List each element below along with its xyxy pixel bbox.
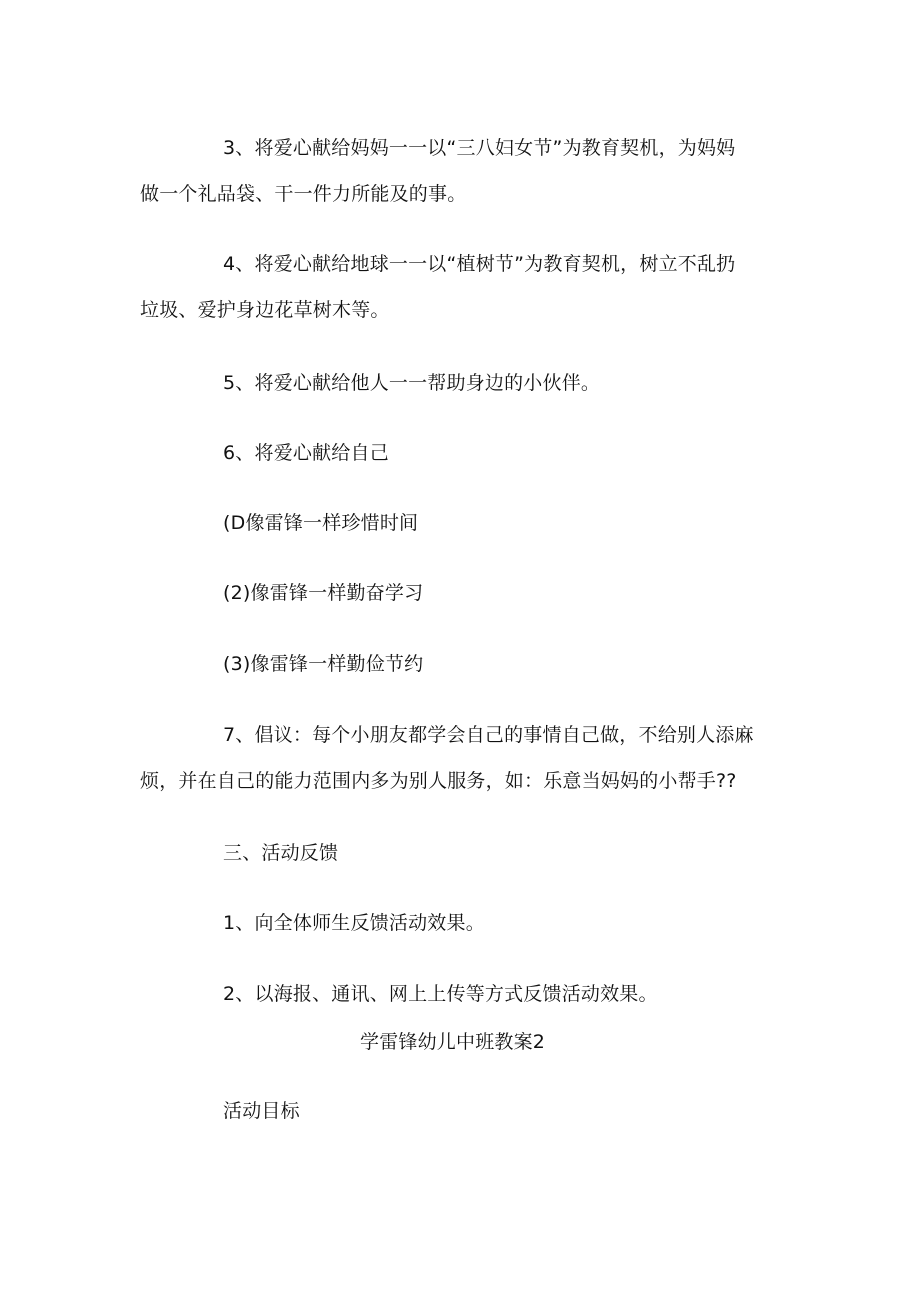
- paragraph-3-line-2: 做一个礼品袋、干一件力所能及的事。: [140, 183, 467, 205]
- lesson-title: 学雷锋幼儿中班教案2: [360, 1031, 546, 1053]
- section-heading-feedback: 三、活动反馈: [223, 842, 339, 864]
- section-heading-goals: 活动目标: [223, 1100, 300, 1122]
- paragraph-7-line-2: 烦，并在自己的能力范围内多为别人服务，如：乐意当妈妈的小帮手??: [140, 770, 737, 792]
- sub-item-3: (3)像雷锋一样勤俭节约: [223, 653, 424, 675]
- paragraph-6: 6、将爱心献给自己: [223, 442, 389, 464]
- paragraph-4-line-2: 垃圾、爱护身边花草树木等。: [140, 299, 390, 321]
- paragraph-4-line-1: 4、将爱心献给地球一一以“植树节”为教育契机，树立不乱扔: [223, 253, 736, 275]
- sub-item-1: (D像雷锋一样珍惜时间: [223, 512, 419, 534]
- feedback-item-2: 2、以海报、通讯、网上上传等方式反馈活动效果。: [223, 983, 658, 1005]
- feedback-item-1: 1、向全体师生反馈活动效果。: [223, 912, 485, 934]
- sub-item-2: (2)像雷锋一样勤奋学习: [223, 582, 424, 604]
- paragraph-7-line-1: 7、倡议：每个小朋友都学会自己的事情自己做，不给别人添麻: [223, 724, 754, 746]
- paragraph-3-line-1: 3、将爱心献给妈妈一一以“三八妇女节”为教育契机，为妈妈: [223, 137, 736, 159]
- paragraph-5: 5、将爱心献给他人一一帮助身边的小伙伴。: [223, 372, 601, 394]
